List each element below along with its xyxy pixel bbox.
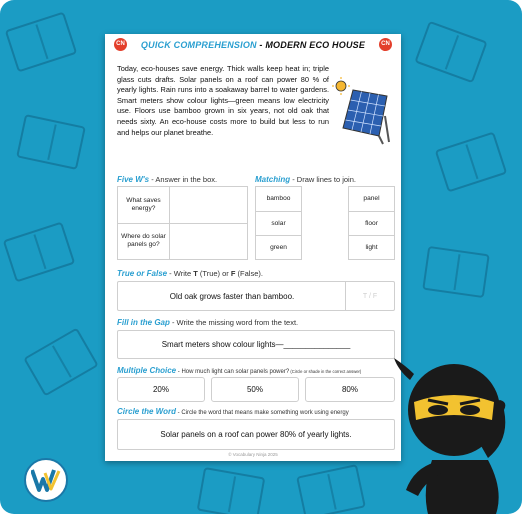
book-outline-icon <box>197 467 266 514</box>
match-right-item[interactable]: light <box>349 235 394 260</box>
five-ws-title: Five W's <box>117 175 150 184</box>
worksheet <box>105 34 401 461</box>
true-false-answer-box[interactable]: T / F <box>345 282 394 310</box>
title-part2: MODERN ECO HOUSE <box>265 40 366 50</box>
multiple-choice-title: Multiple Choice <box>117 366 177 375</box>
worksheet-title <box>105 40 401 50</box>
matching-left-column <box>255 186 302 260</box>
choice-option[interactable]: 20% <box>117 377 205 402</box>
match-left-item[interactable]: bamboo <box>266 195 291 202</box>
circle-word-sentence[interactable]: Solar panels on a roof can power 80% of yearly lights. <box>117 419 395 450</box>
tf-t-letter: T <box>193 269 198 278</box>
question-2: Where do solar panels go? <box>121 233 166 248</box>
true-false-title: True or False <box>117 269 168 278</box>
answer-box-1[interactable] <box>170 187 247 223</box>
circle-word-heading <box>117 407 349 416</box>
true-false-heading <box>117 269 263 278</box>
book-outline-icon <box>422 246 490 298</box>
copyright-footer: © Vocabulary Ninja 2025 <box>228 452 278 457</box>
ninja-mascot-icon <box>392 340 522 514</box>
vocabulary-ninja-logo <box>24 458 68 502</box>
match-left-item[interactable]: green <box>256 235 301 260</box>
tf-f-letter: F <box>230 269 236 278</box>
circle-word-instruction: - Circle the word that means make something work using energy <box>175 410 349 416</box>
vn-logo-icon <box>31 467 61 493</box>
choice-option[interactable]: 50% <box>211 377 299 402</box>
five-ws-instruction: - Answer in the box. <box>149 175 218 184</box>
book-outline-icon <box>3 221 76 282</box>
cn-badge-right: CN <box>379 38 392 51</box>
five-ws-table <box>117 186 248 260</box>
answer-box-2[interactable] <box>170 224 247 259</box>
matching-heading <box>255 175 356 184</box>
book-outline-icon <box>23 327 99 396</box>
true-false-row <box>117 281 395 311</box>
choice-option[interactable]: 80% <box>305 377 395 402</box>
title-separator: - <box>256 40 266 50</box>
question-1: What saves energy? <box>126 197 161 212</box>
book-outline-icon <box>16 114 86 170</box>
book-outline-icon <box>5 11 78 72</box>
true-false-statement: Old oak grows faster than bamboo. <box>169 291 295 301</box>
book-outline-icon <box>435 131 508 192</box>
book-outline-icon <box>414 21 487 84</box>
matching-title: Matching <box>255 175 291 184</box>
multiple-choice-heading <box>117 366 361 375</box>
solar-panel-icon <box>331 76 397 146</box>
multiple-choice-instruction: - How much light can solar panels power? <box>176 369 290 375</box>
title-part1: QUICK COMPREHENSION <box>140 40 257 50</box>
reading-passage: Today, eco-houses save energy. Thick walls keep heat in; triple glass cuts drafts. Solar panels on a roof can power 80 % of yearly lights. Rain runs into a soakaway barrel to water gardens. Smart meters show colour lights—green means low electricity use. Floors use bamboo grown in six years, not old oak that needs sixty. An eco-house costs more to build but less to run and helps our planet breathe. <box>117 64 329 137</box>
tf-f-desc: (False). <box>235 269 263 278</box>
tf-t-desc: (True) or <box>197 269 231 278</box>
tf-instruction-pre: - Write <box>167 269 194 278</box>
multiple-choice-note: (Circle or shade in the correct answer) <box>289 369 362 374</box>
match-right-item[interactable]: panel <box>363 195 380 202</box>
match-right-item[interactable]: floor <box>349 211 394 236</box>
book-outline-icon <box>296 464 366 514</box>
circle-word-title: Circle the Word <box>117 407 176 416</box>
matching-right-column <box>348 186 395 260</box>
fill-gap-title: Fill in the Gap <box>117 318 170 327</box>
five-ws-heading <box>117 175 217 184</box>
fill-gap-heading <box>117 318 298 327</box>
fill-gap-sentence[interactable]: Smart meters show colour lights—_______________ <box>117 330 395 359</box>
match-left-item[interactable]: solar <box>256 211 301 236</box>
cn-badge-left: CN <box>114 38 127 51</box>
matching-instruction: - Draw lines to join. <box>290 175 356 184</box>
fill-gap-instruction: - Write the missing word from the text. <box>169 318 299 327</box>
